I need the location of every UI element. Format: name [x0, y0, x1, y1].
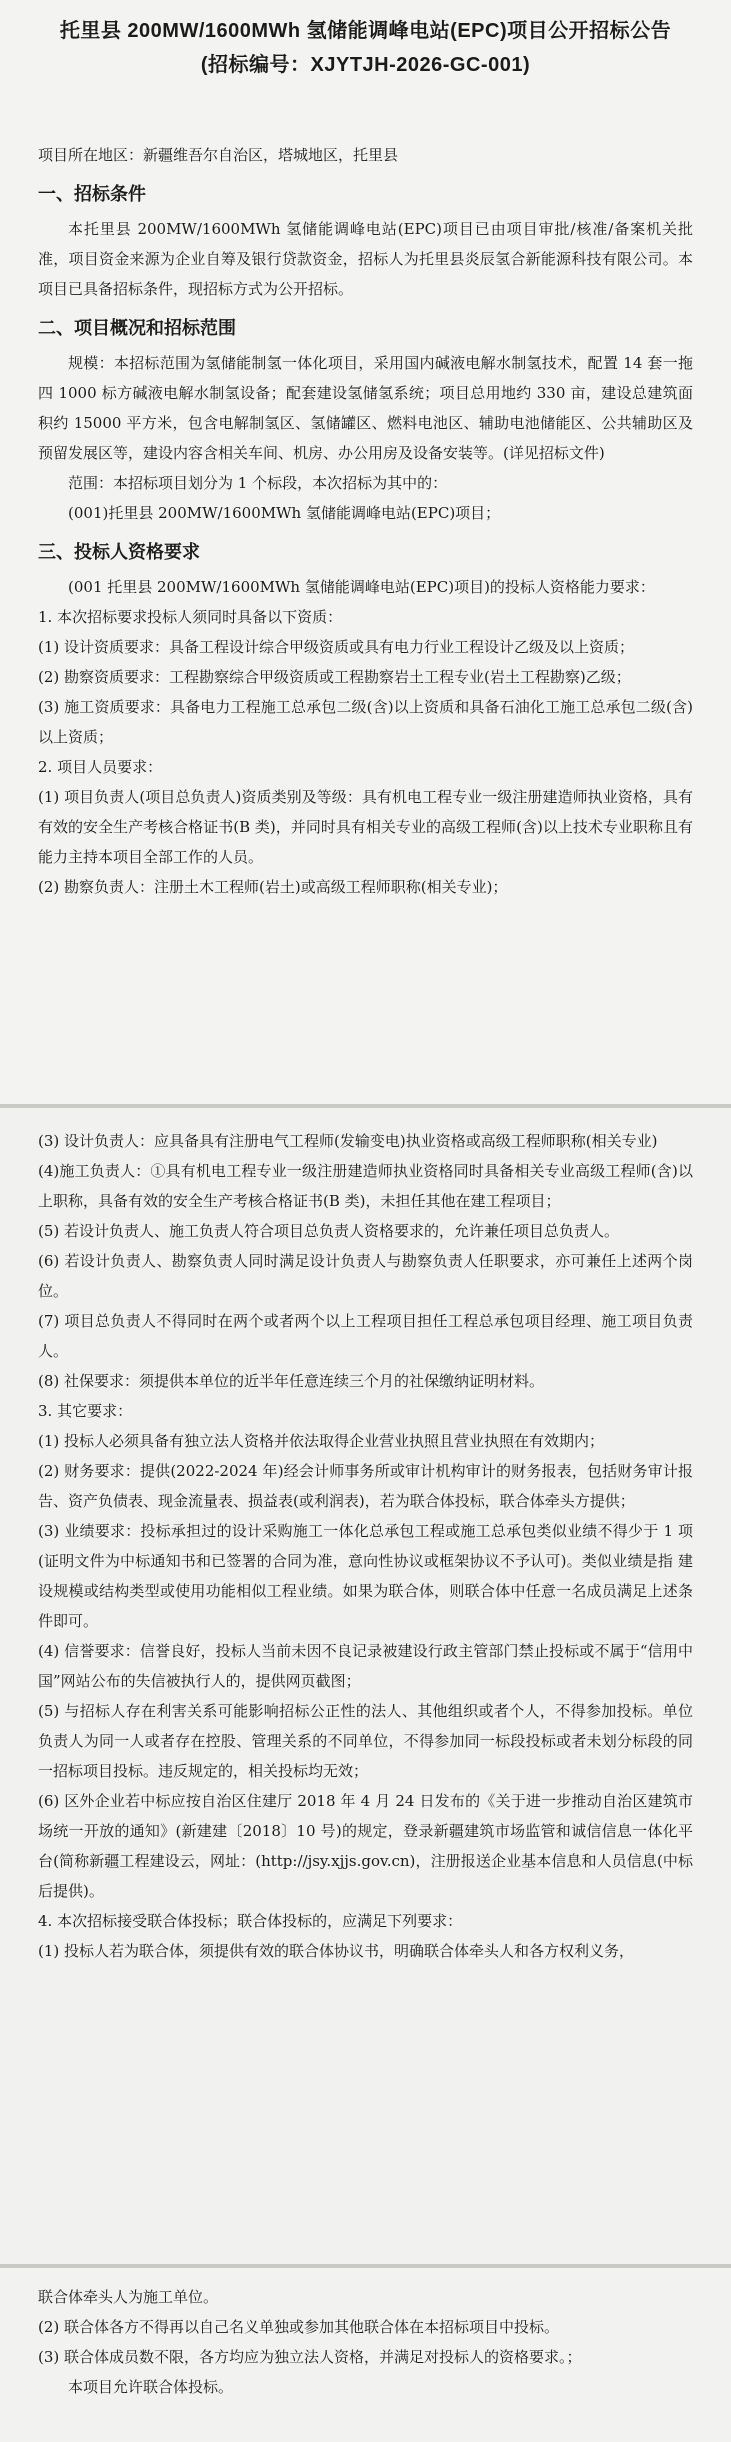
project-scale-text: 规模：本招标范围为氢储能制氢一体化项目，采用国内碱液电解水制氢技术，配置 14 套一拖四 1000 标方碱液电解水制氢设备；配套建设氢储氢系统；项目总用地约 330 亩，建设总建筑面积约 15000 平方米，包含电解制氢区、氢储罐区、燃料电池区、辅助电池储能区、公共辅助区及预留发展区等，建设内容含相关车间、机房、办公用房及设备安装等。(详见招标文件) — [38, 354, 693, 462]
construction-qualification: (3) 施工资质要求：具备电力工程施工总承包二级(含)以上资质和具备石油化工施工总承包二级(含)以上资质； — [38, 698, 693, 746]
title-line-1: 托里县 200MW/1600MWh 氢储能调峰电站(EPC)项目公开招标公告 — [59, 20, 672, 42]
concurrent-role-2: (6) 若设计负责人、勘察负责人同时满足设计负责人与勘察负责人任职要求，亦可兼任上述两个岗位。 — [38, 1252, 693, 1300]
consortium-allowed: 本项目允许联合体投标。 — [68, 2378, 234, 2396]
project-scope-text: 范围：本招标项目划分为 1 个标段，本次招标为其中的： — [68, 474, 448, 492]
out-of-region-req: (6) 区外企业若中标应按自治区住建厅 2018 年 4 月 24 日发布的《关于进一步推动自治区建筑市场统一开放的通知》(新建建〔2018〕10 号)的规定，登录新疆建筑市场监管和诚信信息一体化平台(简称新疆工程建设云，网址：(http://jsy.xjjs.gov.cn)，注册报送企业基本信息和人员信息(中标后提供)。 — [38, 1792, 693, 1900]
survey-leader-req: (2) 勘察负责人：注册土木工程师(岩土)或高级工程师职称(相关专业)； — [38, 878, 508, 896]
page-sheet-2 — [0, 1108, 731, 2268]
consortium-req: 4. 本次招标接受联合体投标；联合体投标的，应满足下列要求： — [38, 1912, 463, 1930]
tender-conditions-text: 本托里县 200MW/1600MWh 氢储能调峰电站(EPC)项目已由项目审批/核准/备案机关批准，项目资金来源为企业自筹及银行贷款资金，招标人为托里县炎辰氢合新能源科技有限公司。本项目已具备招标条件，现招标方式为公开招标。 — [38, 220, 693, 298]
credit-req: (4) 信誉要求：信誉良好，投标人当前未因不良记录被建设行政主管部门禁止投标或不属于“信用中国”网站公布的失信被执行人的，提供网页截图； — [38, 1642, 693, 1690]
section-heading-tender-conditions: 一、招标条件 — [38, 184, 146, 204]
financial-req: (2) 财务要求：提供(2022-2024 年)经会计师事务所或审计机构审计的财务报表，包括财务审计报告、资产负债表、现金流量表、损益表(或利润表)，若为联合体投标，联合体牵头方提供； — [38, 1462, 693, 1510]
leader-restriction: (7) 项目总负责人不得同时在两个或者两个以上工程项目担任工程总承包项目经理、施工项目负责人。 — [38, 1312, 693, 1360]
notice-title — [0, 14, 731, 82]
social-security-req: (8) 社保要求：须提供本单位的近半年任意连续三个月的社保缴纳证明材料。 — [38, 1372, 545, 1390]
concurrent-role-1: (5) 若设计负责人、施工负责人符合项目总负责人资格要求的，允许兼任项目总负责人。 — [38, 1222, 620, 1240]
consortium-lead-text: 联合体牵头人为施工单位。 — [38, 2288, 219, 2306]
qualification-req-1: 1. 本次招标要求投标人须同时具备以下资质： — [38, 608, 343, 626]
consortium-restriction: (2) 联合体各方不得再以自己名义单独或参加其他联合体在本招标项目中投标。 — [38, 2318, 560, 2336]
consortium-agreement-req: (1) 投标人若为联合体，须提供有效的联合体协议书，明确联合体牵头人和各方权利义务， — [38, 1942, 635, 1960]
survey-qualification: (2) 勘察资质要求：工程勘察综合甲级资质或工程勘察岩土工程专业(岩土工程勘察)乙级； — [38, 668, 631, 686]
tender-number: (招标编号：XJYTJH-2026-GC-001) — [200, 54, 531, 76]
section-heading-project-overview: 二、项目概况和招标范围 — [38, 318, 236, 338]
consortium-members-req: (3) 联合体成员数不限，各方均应为独立法人资格，并满足对投标人的资格要求。； — [38, 2348, 582, 2366]
design-leader-req: (3) 设计负责人：应具备具有注册电气工程师(发输变电)执业资格或高级工程师职称(相关专业) — [38, 1132, 658, 1150]
page-sheet-3 — [0, 2268, 731, 2442]
page-sheet-1 — [0, 0, 731, 1108]
project-leader-req: (1) 项目负责人(项目总负责人)资质类别及等级：具有机电工程专业一级注册建造师执业资格，具有有效的安全生产考核合格证书(B 类)，并同时具有相关专业的高级工程师(含)以上技术专业职称且有能力主持本项目全部工作的人员。 — [38, 788, 693, 866]
design-qualification: (1) 设计资质要求：具备工程设计综合甲级资质或具有电力行业工程设计乙级及以上资质； — [38, 638, 635, 656]
personnel-req: 2. 项目人员要求： — [38, 758, 163, 776]
construction-leader-req: (4)施工负责人：①具有机电工程专业一级注册建造师执业资格同时具备相关专业高级工程师(含)以上职称，具备有效的安全生产考核合格证书(B 类)，未担任其他在建工程项目； — [38, 1162, 693, 1210]
legal-entity-req: (1) 投标人必须具备有独立法人资格并依法取得企业营业执照且营业执照在有效期内； — [38, 1432, 605, 1450]
performance-req: (3) 业绩要求：投标承担过的设计采购施工一体化总承包工程或施工总承包类似业绩不得少于 1 项(证明文件为中标通知书和已签署的合同为准，意向性协议或框架协议不予认可)。类似业绩是指 建设规模或结构类型或使用功能相似工程业绩。如果为联合体，则联合体中任意一名成员满足上述条件即可。 — [38, 1522, 693, 1630]
qualification-intro: (001 托里县 200MW/1600MWh 氢储能调峰电站(EPC)项目)的投标人资格能力要求： — [68, 578, 655, 596]
other-req: 3. 其它要求： — [38, 1402, 133, 1420]
section-heading-qualification: 三、投标人资格要求 — [38, 542, 200, 562]
lot-item: (001)托里县 200MW/1600MWh 氢储能调峰电站(EPC)项目； — [68, 504, 501, 522]
conflict-of-interest-req: (5) 与招标人存在利害关系可能影响招标公正性的法人、其他组织或者个人，不得参加投标。单位负责人为同一人或者存在控股、管理关系的不同单位，不得参加同一标段投标或者未划分标段的同一招标项目投标。违反规定的，相关投标均无效； — [38, 1702, 693, 1780]
project-location: 项目所在地区：新疆维吾尔自治区，塔城地区，托里县 — [38, 146, 399, 164]
